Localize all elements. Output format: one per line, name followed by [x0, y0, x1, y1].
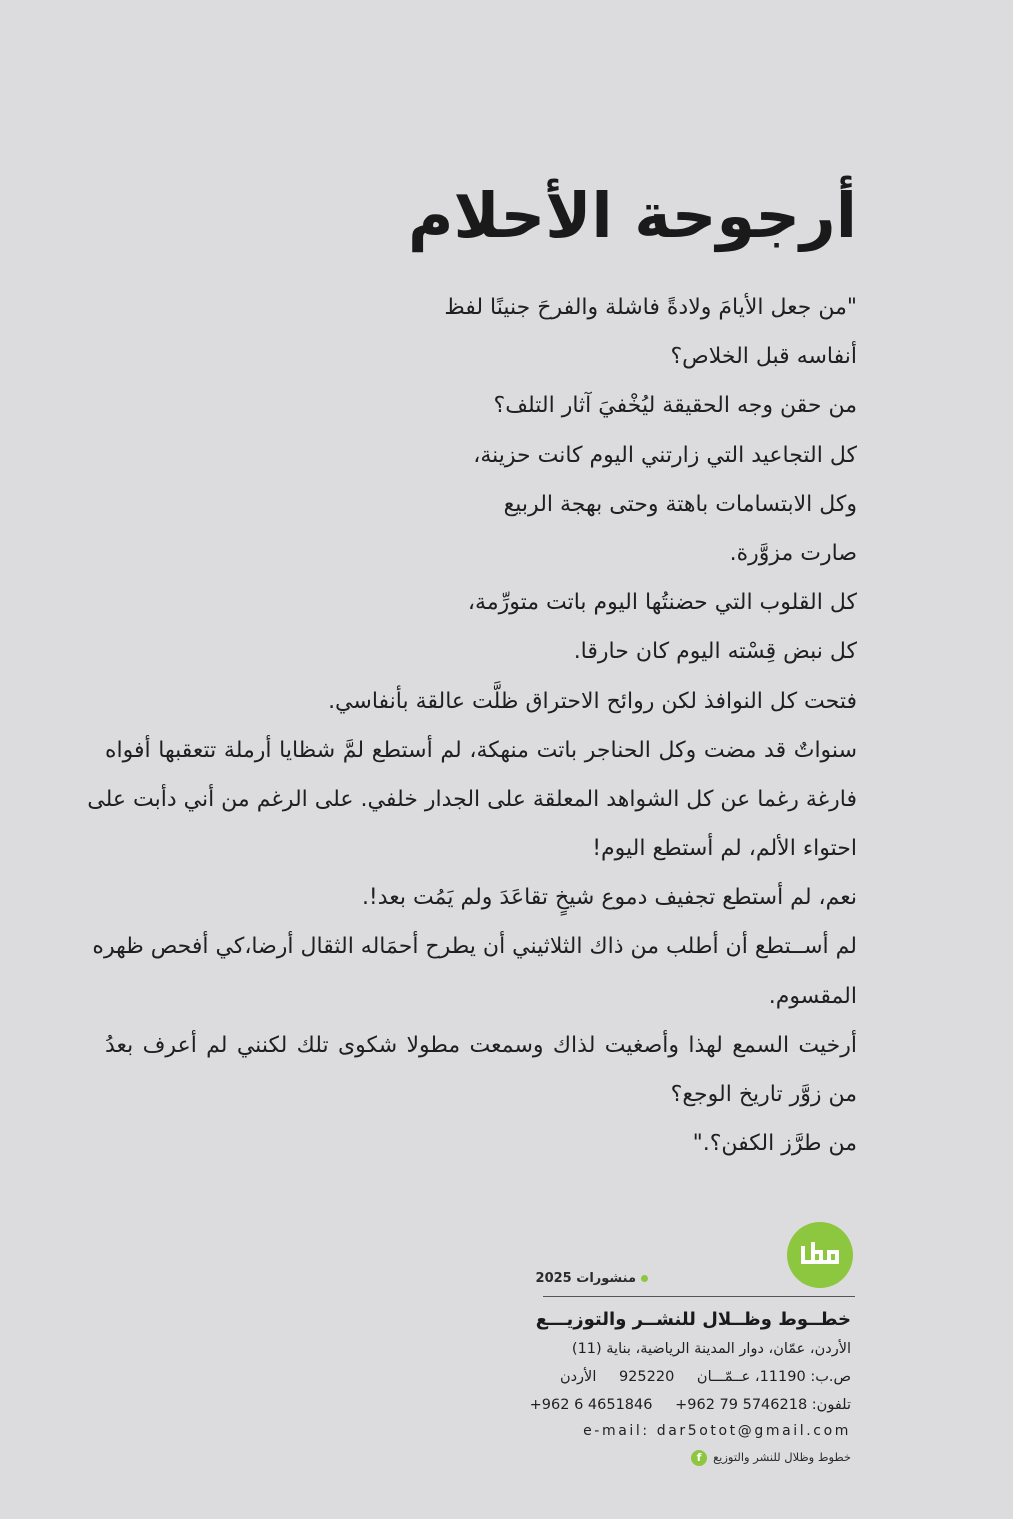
blurb-line: لم أســتطع أن أطلب من ذاك الثلاثيني أن يطرح أحمَاله الثقال أرضا،كي أفحص ظهره [92, 934, 857, 960]
blurb-text [87, 283, 857, 1168]
phone-number: +962 6 4651846 [529, 1397, 653, 1413]
publisher-address: الأردن، عمّان، دوار المدينة الرياضية، بناية (11) [571, 1341, 851, 1357]
blurb-line: من طرَّز الكفن؟." [692, 1131, 857, 1157]
publisher-pobox [560, 1364, 851, 1390]
blurb-line: كل التجاعيد التي زارتني اليوم كانت حزينة، [473, 442, 857, 468]
blurb-line: نعم، لم أستطع تجفيف دموع شيخٍ تقاعَدَ ولم يَمُت بعد!. [361, 885, 857, 911]
publisher-facebook [691, 1445, 851, 1469]
publisher-phones [530, 1392, 851, 1418]
phone-number: +962 79 5746218 [675, 1397, 808, 1413]
blurb-line: من حقن وجه الحقيقة ليُخْفيَ آثار التلف؟ [493, 393, 857, 419]
blurb-line: فارغة رغما عن كل الشواهد المعلقة على الجدار خلفي. على الرغم من أني دأبت على [87, 786, 857, 812]
blurb-line: سنواتٌ قد مضت وكل الحناجر باتت منهكة، لم أستطع لمَّ شظايا أرملة تتعقبها أفواه [105, 737, 857, 763]
pobox-code: 925220 [618, 1369, 675, 1385]
publication-year-label: منشورات 2025 [535, 1271, 636, 1286]
publisher-email: e-mail: dar5otot@gmail.com [583, 1423, 851, 1439]
divider [543, 1296, 855, 1297]
facebook-page-name: خطوط وظلال للنشر والتوزيع [713, 1450, 851, 1464]
blurb-line: وكل الابتسامات باهتة وحتى بهجة الربيع [503, 491, 857, 517]
blurb-line: صارت مزوَّرة. [729, 540, 857, 566]
pobox-number: 11190، [754, 1369, 806, 1385]
pobox-label: ص.ب: [810, 1369, 851, 1385]
blurb-line: "من جعل الأيامَ ولادةً فاشلة والفرحَ جنينًا لفظ [444, 295, 857, 320]
blurb-line: من زوَّر تاريخ الوجع؟ [670, 1082, 857, 1107]
blurb-line: احتواء الألم، لم أستطع اليوم! [592, 836, 857, 862]
publisher-logo [787, 1222, 853, 1288]
blurb-line: كل القلوب التي حضنتُها اليوم باتت متورِّمة، [467, 590, 857, 616]
phone-label: تلفون: [811, 1397, 851, 1413]
publication-year [536, 1268, 648, 1290]
blurb-line: كل نبض قِسْته اليوم كان حارقا. [573, 639, 857, 665]
publisher-logo-mark [787, 1222, 853, 1288]
facebook-icon: f [691, 1450, 707, 1466]
bullet-icon [641, 1275, 648, 1282]
blurb-line: المقسوم. [768, 983, 857, 1009]
pobox-country: الأردن [559, 1369, 597, 1385]
blurb-line: فتحت كل النوافذ لكن روائح الاحتراق ظلَّت عالقة بأنفاسي. [328, 688, 857, 714]
blurb-line: أنفاسه قبل الخلاص؟ [670, 344, 857, 370]
pobox-city: عــمّـــان [696, 1369, 751, 1385]
blurb-line: أرخيت السمع لهذا وأصغيت لذاك وسمعت مطولا شكوى تلك لكنني لم أعرف بعدُ [105, 1032, 857, 1058]
book-title: أرجوحة الأحلام [408, 179, 857, 252]
publisher-name: خطــوط وظــلال للنشــر والتوزيـــع [535, 1309, 851, 1330]
